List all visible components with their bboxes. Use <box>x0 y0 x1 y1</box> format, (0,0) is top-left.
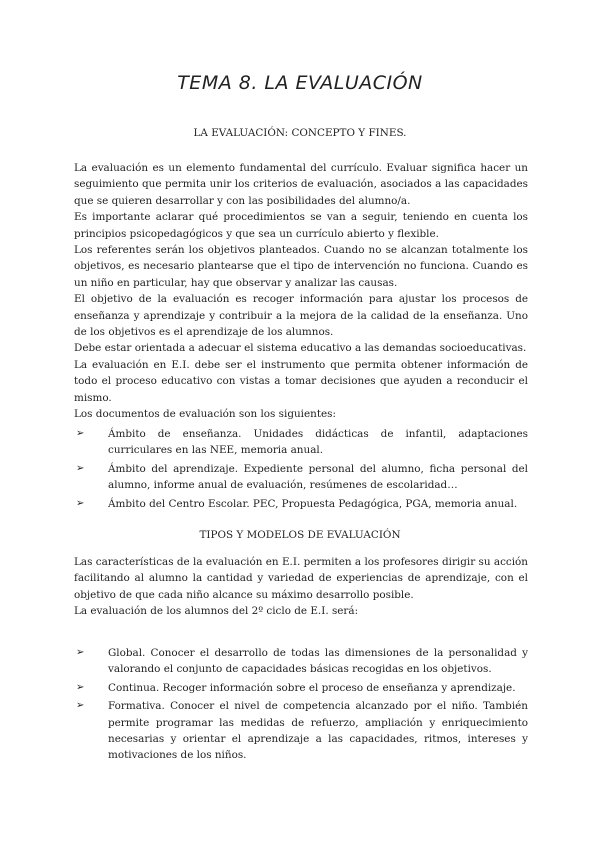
list-item-text: Ámbito del aprendizaje. Expediente personal del alumno, ficha personal del alumno, informe anual de evaluación, resúmenes de escolaridad… <box>108 462 528 492</box>
paragraph: Las características de la evaluación en E.I. permiten a los profesores dirigir su acción facilitando al alumno la cantidad y variedad de experiencias de aprendizaje, con el objetivo de que cada niño alcance su máximo desarrollo posible. <box>74 556 528 601</box>
list-item <box>74 461 528 494</box>
paragraph: Debe estar orientada a adecuar el sistema educativo a las demandas socioeducativas. <box>74 342 527 355</box>
paragraph: El objetivo de la evaluación es recoger información para ajustar los procesos de enseñanza y aprendizaje y contribuir a la mejora de la calidad de la enseñanza. Uno de los objetivos es el aprendizaje de los alumnos. <box>74 293 528 339</box>
paragraph: Los documentos de evaluación son los siguientes: <box>74 408 337 421</box>
document-title: TEMA 8. LA EVALUACIÓN <box>177 72 423 94</box>
paragraph: La evaluación en E.I. debe ser el instrumento que permita obtener información de todo el proceso educativo con vistas a tomar decisiones que ayuden a reconducir el mismo. <box>74 358 528 404</box>
list-item <box>74 698 528 764</box>
list-item-text: Ámbito de enseñanza. Unidades didácticas de infantil, adaptaciones curriculares en las NEE, memoria anual. <box>108 428 528 457</box>
documentos-list <box>74 426 528 514</box>
section-body-concepto <box>74 160 528 423</box>
paragraph: Los referentes serán los objetivos planteados. Cuando no se alcanzan totalmente los objetivos, es necesario plantearse que el tipo de intervención no funciona. Cuando es un niño en particular, hay que observar y analizar las causas. <box>74 244 528 289</box>
list-item <box>74 426 528 459</box>
tipos-list <box>74 645 528 766</box>
paragraph: La evaluación de los alumnos del 2º ciclo de E.I. será: <box>74 605 359 618</box>
section-heading-concepto: LA EVALUACIÓN: CONCEPTO Y FINES. <box>193 127 407 139</box>
list-item <box>74 645 528 678</box>
list-item <box>74 496 528 512</box>
arrow-bullet-icon: ➢ <box>76 428 85 439</box>
arrow-bullet-icon: ➢ <box>76 700 85 712</box>
arrow-bullet-icon: ➢ <box>76 462 85 474</box>
arrow-bullet-icon: ➢ <box>76 681 85 693</box>
paragraph: La evaluación es un elemento fundamental del currículo. Evaluar significa hacer un seguimiento que permita unir los criterios de evaluación, asociados a las capacidades que se quieren desarrollar y con las posibilidades del alumno/a. <box>74 162 528 207</box>
arrow-bullet-icon: ➢ <box>76 647 85 658</box>
list-item-text: Ámbito del Centro Escolar. PEC, Propuesta Pedagógica, PGA, memoria anual. <box>108 497 518 510</box>
section-body-tipos <box>74 554 528 620</box>
arrow-bullet-icon: ➢ <box>76 497 85 509</box>
list-item-text: Continua. Recoger información sobre el proceso de enseñanza y aprendizaje. <box>108 681 516 694</box>
list-item <box>74 680 528 696</box>
paragraph: Es importante aclarar qué procedimientos se van a seguir, teniendo en cuenta los principios psicopedagógicos y que sea un currículo abierto y flexible. <box>74 211 528 240</box>
list-item-text: Formativa. Conocer el nivel de competencia alcanzado por el niño. También permite programar las medidas de refuerzo, ampliación y enriquecimiento necesarias y orientar el aprendizaje a las capacidades, ritmos, intereses y motivaciones de los niños. <box>108 700 528 762</box>
section-heading-tipos: TIPOS Y MODELOS DE EVALUACIÓN <box>199 529 401 541</box>
list-item-text: Global. Conocer el desarrollo de todas las dimensiones de la personalidad y valorando el conjunto de capacidades básicas recogidas en los objetivos. <box>108 647 528 676</box>
